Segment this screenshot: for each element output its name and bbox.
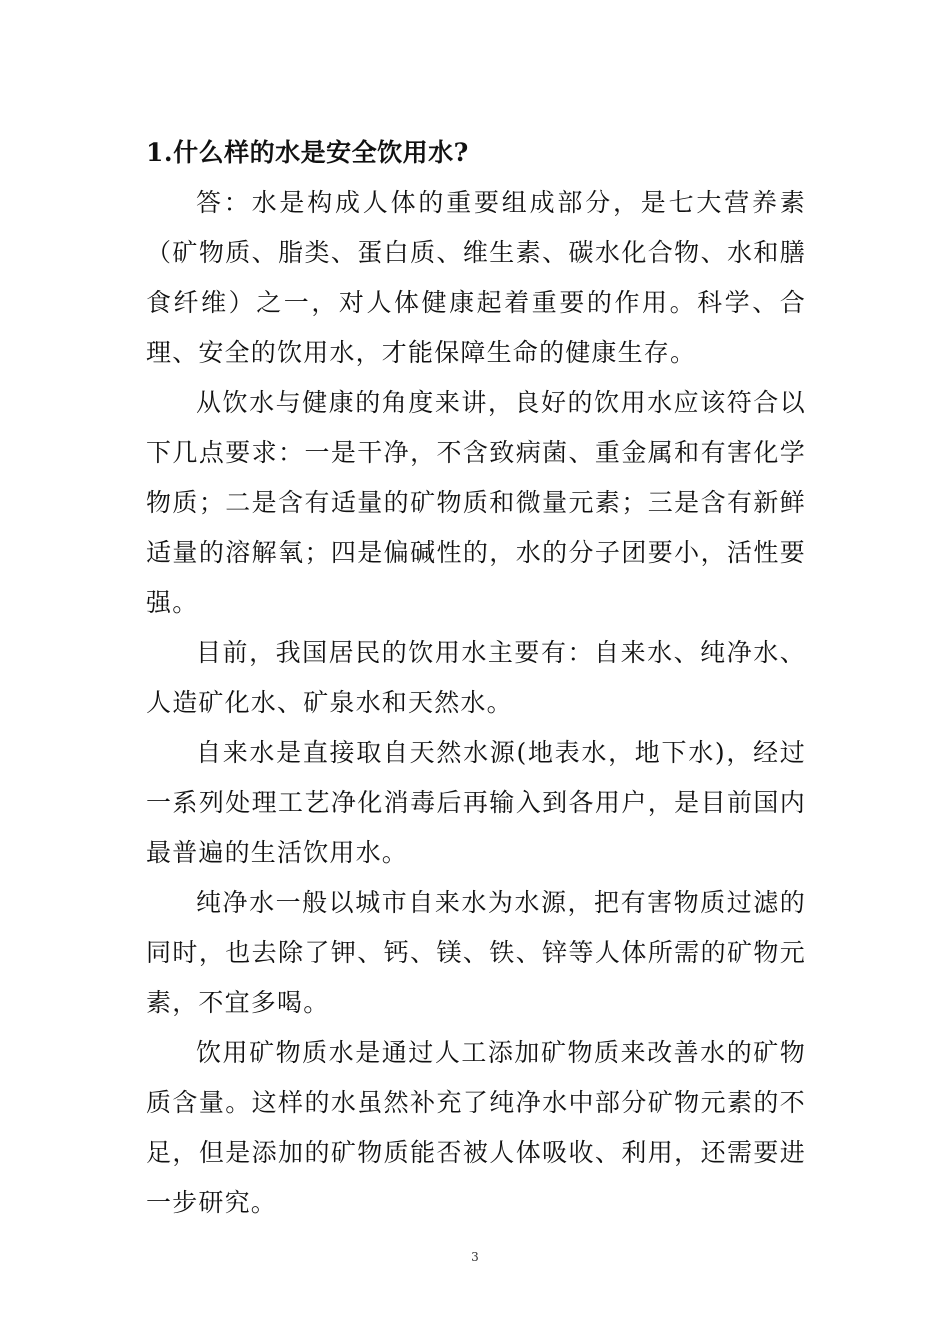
paragraph-water-types: 目前，我国居民的饮用水主要有：自来水、纯净水、人造矿化水、矿泉水和天然水。 [146, 638, 806, 717]
paragraph-tap-water: 自来水是直接取自天然水源(地表水，地下水)，经过一系列处理工艺净化消毒后再输入到各用户，是目前国内最普遍的生活饮用水。 [146, 738, 806, 867]
paragraph-answer-intro: 答：水是构成人体的重要组成部分，是七大营养素（矿物质、脂类、蛋白质、维生素、碳水化合物、水和膳食纤维）之一，对人体健康起着重要的作用。科学、合理、安全的饮用水，才能保障生命的健康生存。 [146, 188, 806, 367]
paragraph-purified-water: 纯净水一般以城市自来水为水源，把有害物质过滤的同时，也去除了钾、钙、镁、铁、锌等人体所需的矿物元素，不宜多喝。 [146, 888, 806, 1017]
paragraph-mineralized-water: 饮用矿物质水是通过人工添加矿物质来改善水的矿物质含量。这样的水虽然补充了纯净水中部分矿物元素的不足，但是添加的矿物质能否被人体吸收、利用，还需要进一步研究。 [146, 1038, 806, 1217]
page-number: 3 [471, 1250, 479, 1264]
paragraph-water-requirements: 从饮水与健康的角度来讲，良好的饮用水应该符合以下几点要求：一是干净，不含致病菌、重金属和有害化学物质；二是含有适量的矿物质和微量元素；三是含有新鲜适量的溶解氧；四是偏碱性的，水的分子团要小，活性要强。 [146, 388, 806, 617]
section-heading: 1.什么样的水是安全饮用水? [146, 138, 469, 167]
document-body [146, 128, 806, 1228]
